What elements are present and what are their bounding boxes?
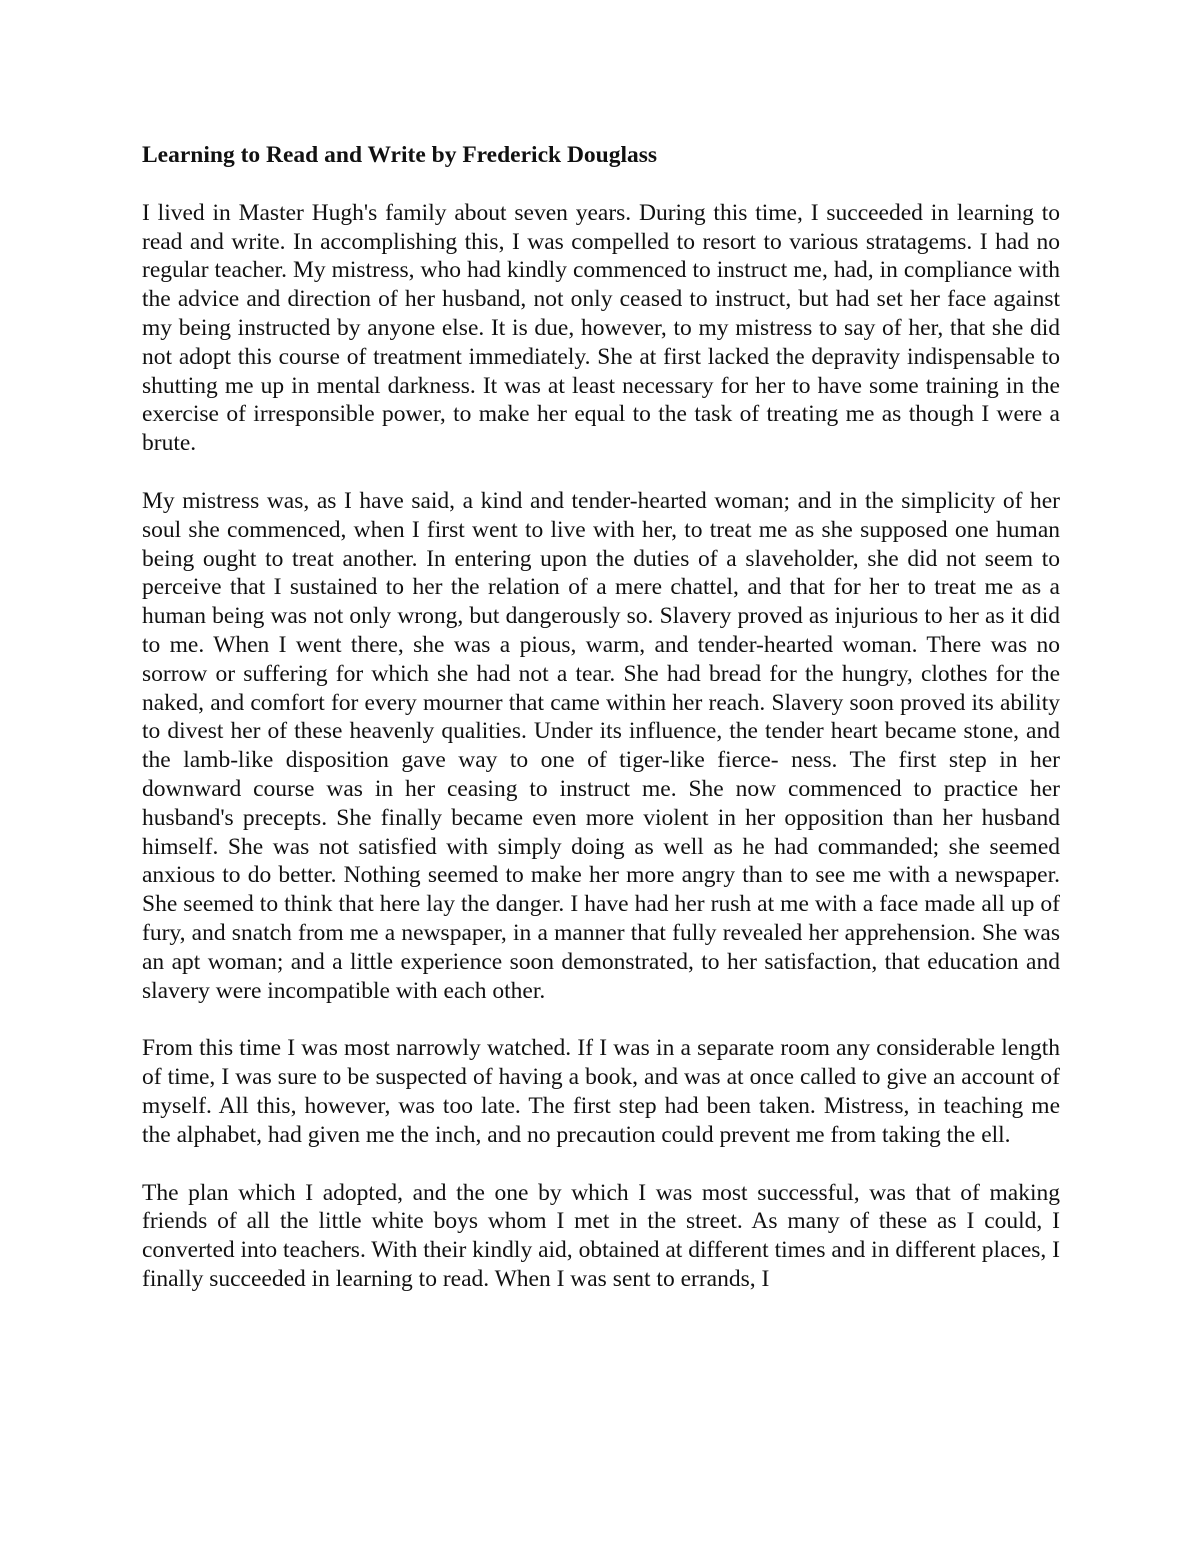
- document-body: [142, 141, 1060, 1294]
- paragraph-3: From this time I was most narrowly watched. If I was in a separate room any considerable length of time, I was sure to be suspected of having a book, and was at once called to give an account of myself. All this, however, was too late. The first step had been taken. Mistress, in teaching me the alphabet, had given me the inch, and no precaution could prevent me from taking the ell.: [142, 1035, 1060, 1148]
- paragraph-1: I lived in Master Hugh's family about seven years. During this time, I succeeded in learning to read and write. In accomplishing this, I was compelled to resort to various stratagems. I had no regular teacher. My mistress, who had kindly commenced to instruct me, had, in compliance with the advice and direction of her husband, not only ceased to instruct, but had set her face against my being instructed by anyone else. It is due, however, to my mistress to say of her, that she did not adopt this course of treatment immediately. She at first lacked the depravity indispensable to shutting me up in mental darkness. It was at least necessary for her to have some training in the exercise of irresponsible power, to make her equal to the task of treating me as though I were a brute.: [142, 199, 1060, 457]
- paragraph-2: My mistress was, as I have said, a kind and tender-hearted woman; and in the simplicity of her soul she commenced, when I first went to live with her, to treat me as she supposed one human being ought to treat another. In entering upon the duties of a slaveholder, she did not seem to perceive that I sustained to her the relation of a mere chattel, and that for her to treat me as a human being was not only wrong, but dangerously so. Slavery proved as injurious to her as it did to me. When I went there, she was a pious, warm, and tender-hearted woman. There was no sorrow or suffering for which she had not a tear. She had bread for the hungry, clothes for the naked, and comfort for every mourner that came within her reach. Slavery soon proved its ability to divest her of these heavenly qualities. Under its influence, the tender heart became stone, and the lamb-like disposition gave way to one of tiger-like fierce- ness. The first step in her downward course was in her ceasing to instruct me. She now commenced to practice her husband's precepts. She finally became even more violent in her opposition than her husband himself. She was not satisfied with simply doing as well as he had commanded; she seemed anxious to do better. Nothing seemed to make her more angry than to see me with a newspaper. She seemed to think that here lay the danger. I have had her rush at me with a face made all up of fury, and snatch from me a newspaper, in a manner that fully revealed her apprehension. She was an apt woman; and a little experience soon demonstrated, to her satisfaction, that education and slavery were incompatible with each other.: [142, 487, 1060, 1004]
- document-title: Learning to Read and Write by Frederick Douglass: [142, 142, 658, 168]
- paragraph-4: The plan which I adopted, and the one by which I was most successful, was that of making friends of all the little white boys whom I met in the street. As many of these as I could, I converted into teachers. With their kindly aid, obtained at different times and in different places, I finally succeeded in learning to read. When I was sent to errands, I: [142, 1179, 1060, 1292]
